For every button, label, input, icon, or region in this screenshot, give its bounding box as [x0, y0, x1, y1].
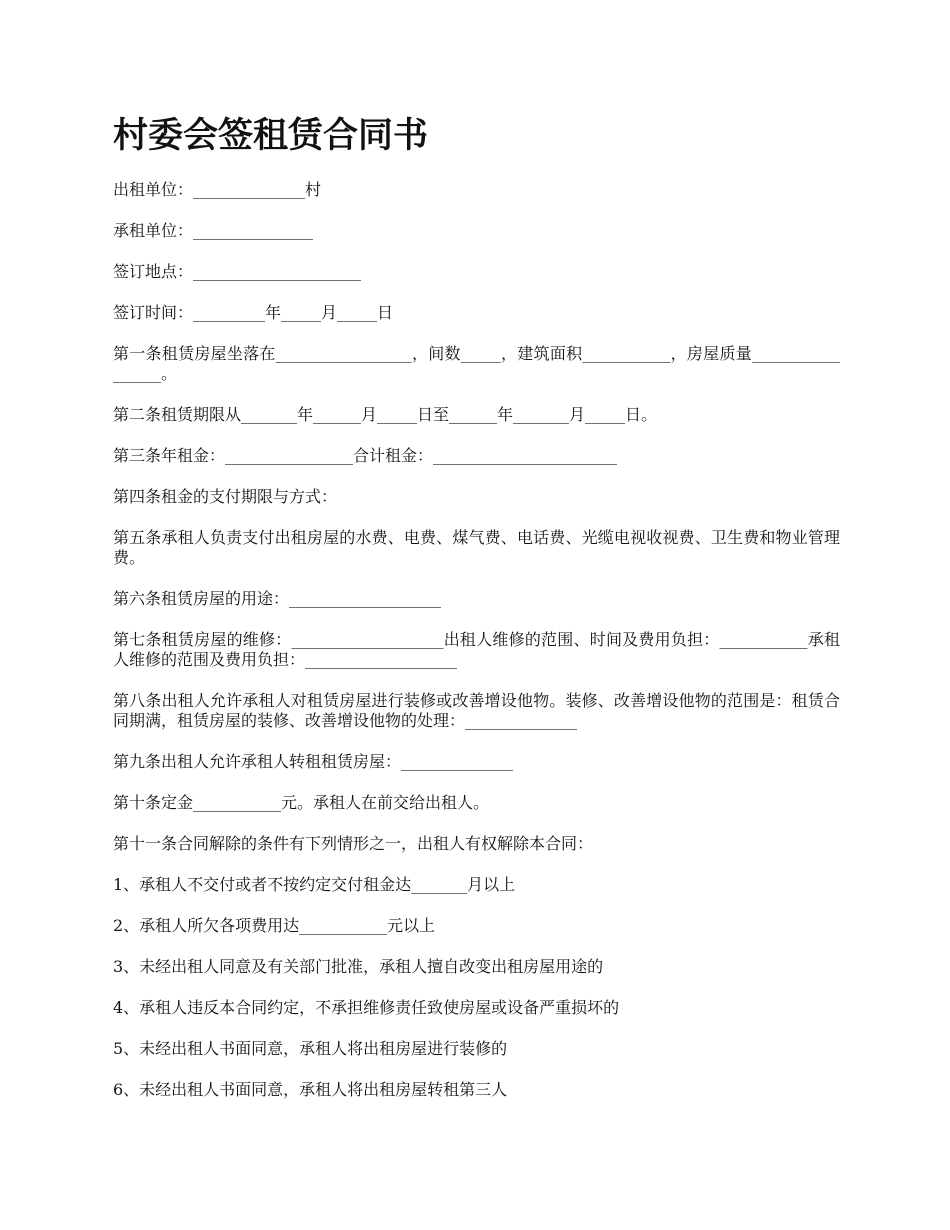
article-11-item-1: 1、承租人不交付或者不按约定交付租金达_______月以上	[113, 875, 516, 894]
article-9: 第九条出租人允许承租人转租租赁房屋：______________	[113, 752, 514, 771]
article-11-item-4: 4、承租人违反本合同约定，不承担维修责任致使房屋或设备严重损坏的	[113, 998, 620, 1017]
lessee-unit-line: 承租单位：_______________	[113, 221, 314, 240]
article-7: 第七条租赁房屋的维修：___________________出租人维修的范围、时间及费用负担：___________承租人维修的范围及费用负担：___________________	[113, 630, 840, 669]
article-10: 第十条定金___________元。承租人在前交给出租人。	[113, 793, 490, 812]
article-11: 第十一条合同解除的条件有下列情形之一，出租人有权解除本合同：	[113, 834, 594, 853]
document-title: 村委会签租赁合同书	[113, 116, 429, 156]
document-body	[113, 110, 840, 1121]
article-5: 第五条承租人负责支付出租房屋的水费、电费、煤气费、电话费、光缆电视收视费、卫生费和物业管理费。	[113, 528, 840, 567]
article-2: 第二条租赁期限从_______年______月_____日至______年_______月_____日。	[113, 405, 658, 424]
article-1: 第一条租赁房屋坐落在_________________，间数_____，建筑面积___________，房屋质量_________________。	[113, 344, 840, 383]
signing-place-line: 签订地点：_____________________	[113, 262, 362, 281]
signing-time-line: 签订时间：_________年_____月_____日	[113, 303, 394, 322]
article-8: 第八条出租人允许承租人对租赁房屋进行装修或改善增设他物。装修、改善增设他物的范围是：租赁合同期满，租赁房屋的装修、改善增设他物的处理：______________	[113, 691, 840, 730]
article-3: 第三条年租金：________________合计租金：_______________________	[113, 446, 618, 465]
article-11-item-6: 6、未经出租人书面同意，承租人将出租房屋转租第三人	[113, 1080, 508, 1099]
lessor-unit-line: 出租单位：______________村	[113, 180, 322, 199]
article-11-item-5: 5、未经出租人书面同意，承租人将出租房屋进行装修的	[113, 1039, 508, 1058]
article-11-item-2: 2、承租人所欠各项费用达___________元以上	[113, 916, 436, 935]
article-11-item-3: 3、未经出租人同意及有关部门批准，承租人擅自改变出租房屋用途的	[113, 957, 604, 976]
article-4: 第四条租金的支付期限与方式：	[113, 487, 338, 506]
article-6: 第六条租赁房屋的用途：___________________	[113, 589, 442, 608]
